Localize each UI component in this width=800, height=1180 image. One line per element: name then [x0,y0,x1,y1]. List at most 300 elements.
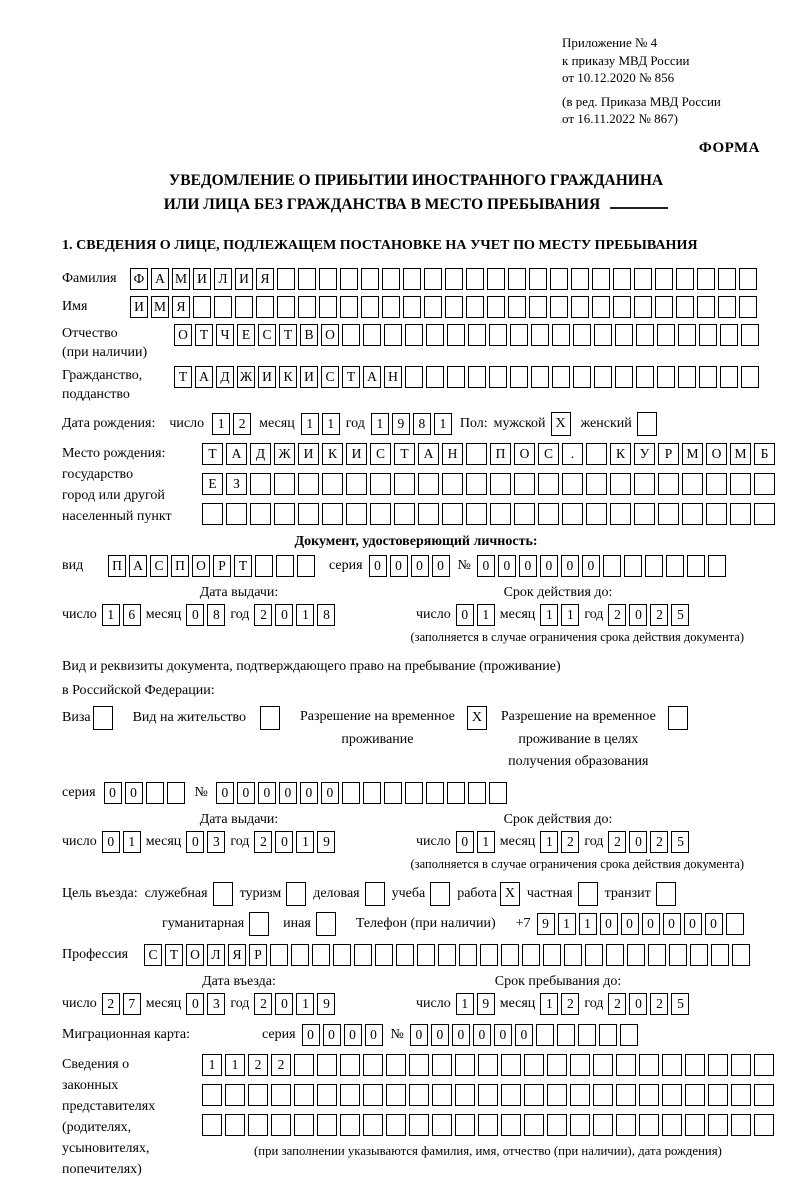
char-cell[interactable]: 1 [477,831,495,853]
char-cell[interactable] [510,366,528,388]
char-cell[interactable]: 0 [275,604,293,626]
char-cell[interactable] [676,296,694,318]
char-cell[interactable]: 8 [317,604,335,626]
char-cell[interactable]: 8 [413,413,431,435]
char-cell[interactable]: С [150,555,168,577]
char-cell[interactable]: Л [207,944,225,966]
char-cell[interactable] [564,944,582,966]
char-cell[interactable]: Л [214,268,232,290]
char-cell[interactable] [466,443,487,465]
char-cell[interactable] [256,296,274,318]
char-cell[interactable]: 0 [186,604,204,626]
char-cell[interactable] [531,324,549,346]
char-cell[interactable]: 9 [537,913,555,935]
char-cell[interactable] [424,268,442,290]
char-cell[interactable]: 0 [540,555,558,577]
char-cell[interactable] [370,473,391,495]
char-cell[interactable]: 0 [684,913,702,935]
char-cell[interactable] [730,503,751,525]
char-cell[interactable] [741,366,759,388]
char-cell[interactable] [627,944,645,966]
char-cell[interactable] [384,324,402,346]
char-cell[interactable]: А [151,268,169,290]
char-cell[interactable]: 1 [540,831,558,853]
char-cell[interactable]: Т [174,366,192,388]
char-cell[interactable]: 0 [410,1024,428,1046]
purpose-transit-checkbox[interactable] [656,882,676,906]
char-cell[interactable] [620,1024,638,1046]
char-cell[interactable] [571,296,589,318]
char-cell[interactable] [655,296,673,318]
char-cell[interactable]: 2 [608,993,626,1015]
char-cell[interactable]: 0 [275,831,293,853]
char-cell[interactable]: Е [202,473,223,495]
char-cell[interactable] [697,268,715,290]
char-cell[interactable] [662,1114,682,1136]
char-cell[interactable] [754,1114,774,1136]
char-cell[interactable]: К [610,443,631,465]
char-cell[interactable] [666,555,684,577]
char-cell[interactable] [615,324,633,346]
char-cell[interactable]: 0 [237,782,255,804]
char-cell[interactable] [466,503,487,525]
char-cell[interactable] [508,296,526,318]
char-cell[interactable] [333,944,351,966]
char-cell[interactable]: 0 [411,555,429,577]
char-cell[interactable] [538,503,559,525]
char-cell[interactable]: 1 [202,1054,222,1076]
char-cell[interactable] [514,473,535,495]
char-cell[interactable]: 2 [650,993,668,1015]
char-cell[interactable] [754,1054,774,1076]
purpose-business-checkbox[interactable] [365,882,385,906]
char-cell[interactable]: 0 [323,1024,341,1046]
char-cell[interactable]: 5 [671,993,689,1015]
char-cell[interactable] [658,473,679,495]
char-cell[interactable] [409,1084,429,1106]
char-cell[interactable]: 0 [431,1024,449,1046]
char-cell[interactable]: Т [342,366,360,388]
char-cell[interactable]: Р [213,555,231,577]
char-cell[interactable]: Я [228,944,246,966]
char-cell[interactable] [276,555,294,577]
char-cell[interactable] [550,296,568,318]
char-cell[interactable] [202,1084,222,1106]
char-cell[interactable] [298,473,319,495]
char-cell[interactable] [524,1084,544,1106]
char-cell[interactable] [193,296,211,318]
char-cell[interactable]: 1 [434,413,452,435]
char-cell[interactable] [426,782,444,804]
char-cell[interactable] [658,503,679,525]
char-cell[interactable] [562,473,583,495]
char-cell[interactable]: И [235,268,253,290]
char-cell[interactable]: 2 [650,604,668,626]
char-cell[interactable]: 1 [456,993,474,1015]
char-cell[interactable] [529,268,547,290]
char-cell[interactable] [442,503,463,525]
char-cell[interactable]: 1 [540,993,558,1015]
char-cell[interactable] [531,366,549,388]
char-cell[interactable]: 0 [452,1024,470,1046]
char-cell[interactable]: 2 [248,1054,268,1076]
char-cell[interactable] [599,1024,617,1046]
char-cell[interactable]: В [300,324,318,346]
char-cell[interactable]: С [538,443,559,465]
char-cell[interactable]: Е [237,324,255,346]
char-cell[interactable] [317,1084,337,1106]
char-cell[interactable] [363,782,381,804]
char-cell[interactable] [606,944,624,966]
char-cell[interactable] [538,473,559,495]
char-cell[interactable] [386,1054,406,1076]
char-cell[interactable]: 2 [254,604,272,626]
char-cell[interactable] [340,296,358,318]
char-cell[interactable]: 0 [629,604,647,626]
char-cell[interactable] [225,1084,245,1106]
temp-residence-edu-checkbox[interactable] [668,706,688,730]
char-cell[interactable] [478,1114,498,1136]
char-cell[interactable] [586,503,607,525]
char-cell[interactable]: И [258,366,276,388]
char-cell[interactable]: 0 [275,993,293,1015]
char-cell[interactable]: 0 [477,555,495,577]
char-cell[interactable] [585,944,603,966]
char-cell[interactable]: С [258,324,276,346]
char-cell[interactable]: Т [202,443,223,465]
char-cell[interactable] [615,366,633,388]
char-cell[interactable] [592,296,610,318]
char-cell[interactable] [455,1084,475,1106]
char-cell[interactable]: 0 [621,913,639,935]
char-cell[interactable] [547,1054,567,1076]
char-cell[interactable] [634,503,655,525]
char-cell[interactable] [361,296,379,318]
char-cell[interactable] [363,1114,383,1136]
char-cell[interactable] [294,1114,314,1136]
char-cell[interactable]: 1 [301,413,319,435]
char-cell[interactable] [557,1024,575,1046]
char-cell[interactable] [409,1054,429,1076]
char-cell[interactable] [478,1054,498,1076]
char-cell[interactable]: М [682,443,703,465]
char-cell[interactable] [552,366,570,388]
char-cell[interactable]: 0 [642,913,660,935]
char-cell[interactable] [706,503,727,525]
char-cell[interactable]: 0 [279,782,297,804]
char-cell[interactable]: 9 [317,993,335,1015]
char-cell[interactable]: 0 [456,604,474,626]
char-cell[interactable] [676,268,694,290]
char-cell[interactable] [586,473,607,495]
char-cell[interactable] [685,1114,705,1136]
char-cell[interactable] [634,473,655,495]
char-cell[interactable]: 0 [365,1024,383,1046]
char-cell[interactable] [297,555,315,577]
char-cell[interactable] [405,366,423,388]
char-cell[interactable]: 0 [186,993,204,1015]
char-cell[interactable]: К [279,366,297,388]
char-cell[interactable] [741,324,759,346]
char-cell[interactable]: 0 [369,555,387,577]
char-cell[interactable] [489,366,507,388]
char-cell[interactable] [657,324,675,346]
char-cell[interactable] [562,503,583,525]
char-cell[interactable]: А [226,443,247,465]
char-cell[interactable] [678,366,696,388]
char-cell[interactable] [708,555,726,577]
char-cell[interactable]: 0 [321,782,339,804]
char-cell[interactable] [648,944,666,966]
char-cell[interactable] [543,944,561,966]
char-cell[interactable] [586,443,607,465]
char-cell[interactable] [291,944,309,966]
char-cell[interactable] [455,1054,475,1076]
char-cell[interactable] [639,1084,659,1106]
char-cell[interactable]: 1 [102,604,120,626]
char-cell[interactable] [754,473,775,495]
char-cell[interactable]: М [730,443,751,465]
purpose-official-checkbox[interactable] [213,882,233,906]
char-cell[interactable] [570,1054,590,1076]
char-cell[interactable]: 2 [561,831,579,853]
char-cell[interactable] [613,268,631,290]
char-cell[interactable] [594,366,612,388]
char-cell[interactable]: 0 [498,555,516,577]
char-cell[interactable] [571,268,589,290]
char-cell[interactable] [730,473,751,495]
char-cell[interactable] [468,324,486,346]
char-cell[interactable] [669,944,687,966]
char-cell[interactable] [501,1084,521,1106]
char-cell[interactable] [739,296,757,318]
char-cell[interactable] [447,366,465,388]
char-cell[interactable]: . [562,443,583,465]
char-cell[interactable] [248,1084,268,1106]
char-cell[interactable] [317,1114,337,1136]
char-cell[interactable] [432,1054,452,1076]
char-cell[interactable] [248,1114,268,1136]
char-cell[interactable] [418,473,439,495]
char-cell[interactable] [386,1114,406,1136]
char-cell[interactable] [708,1084,728,1106]
char-cell[interactable] [685,1084,705,1106]
char-cell[interactable]: Я [172,296,190,318]
char-cell[interactable] [501,944,519,966]
char-cell[interactable] [731,1054,751,1076]
char-cell[interactable]: А [129,555,147,577]
char-cell[interactable] [570,1114,590,1136]
char-cell[interactable]: 2 [608,831,626,853]
char-cell[interactable] [524,1054,544,1076]
char-cell[interactable]: Ж [274,443,295,465]
char-cell[interactable] [657,366,675,388]
char-cell[interactable] [409,1114,429,1136]
char-cell[interactable]: 2 [254,831,272,853]
char-cell[interactable] [718,268,736,290]
char-cell[interactable] [298,503,319,525]
char-cell[interactable]: 1 [296,831,314,853]
char-cell[interactable] [312,944,330,966]
char-cell[interactable] [490,503,511,525]
char-cell[interactable] [214,296,232,318]
char-cell[interactable] [697,296,715,318]
char-cell[interactable]: 1 [561,604,579,626]
char-cell[interactable] [754,1084,774,1106]
char-cell[interactable]: 0 [125,782,143,804]
char-cell[interactable] [613,296,631,318]
char-cell[interactable] [720,324,738,346]
char-cell[interactable] [271,1114,291,1136]
char-cell[interactable]: Ф [130,268,148,290]
char-cell[interactable]: Т [195,324,213,346]
char-cell[interactable] [354,944,372,966]
char-cell[interactable] [342,782,360,804]
char-cell[interactable] [489,324,507,346]
char-cell[interactable] [501,1114,521,1136]
char-cell[interactable]: 2 [650,831,668,853]
char-cell[interactable]: П [108,555,126,577]
char-cell[interactable] [550,268,568,290]
char-cell[interactable] [405,782,423,804]
purpose-study-checkbox[interactable] [430,882,450,906]
char-cell[interactable]: Н [442,443,463,465]
char-cell[interactable] [255,555,273,577]
char-cell[interactable] [639,1054,659,1076]
char-cell[interactable] [424,296,442,318]
sex-male-checkbox[interactable]: X [551,412,571,436]
char-cell[interactable] [322,473,343,495]
char-cell[interactable] [459,944,477,966]
char-cell[interactable] [636,366,654,388]
char-cell[interactable] [274,473,295,495]
purpose-tourism-checkbox[interactable] [286,882,306,906]
char-cell[interactable] [294,1084,314,1106]
char-cell[interactable] [616,1054,636,1076]
char-cell[interactable] [522,944,540,966]
char-cell[interactable]: К [322,443,343,465]
char-cell[interactable]: Ч [216,324,234,346]
char-cell[interactable]: 2 [102,993,120,1015]
char-cell[interactable] [510,324,528,346]
char-cell[interactable]: 1 [296,604,314,626]
char-cell[interactable]: 7 [123,993,141,1015]
char-cell[interactable]: 0 [561,555,579,577]
char-cell[interactable] [346,503,367,525]
char-cell[interactable] [699,324,717,346]
char-cell[interactable] [711,944,729,966]
purpose-other-checkbox[interactable] [316,912,336,936]
char-cell[interactable]: 5 [671,831,689,853]
char-cell[interactable]: Т [279,324,297,346]
char-cell[interactable]: 0 [629,831,647,853]
sex-female-checkbox[interactable] [637,412,657,436]
char-cell[interactable]: 0 [494,1024,512,1046]
char-cell[interactable] [394,473,415,495]
char-cell[interactable]: А [195,366,213,388]
char-cell[interactable]: 0 [456,831,474,853]
char-cell[interactable]: 0 [515,1024,533,1046]
char-cell[interactable]: 1 [371,413,389,435]
char-cell[interactable]: 0 [216,782,234,804]
char-cell[interactable] [731,1084,751,1106]
char-cell[interactable] [514,503,535,525]
char-cell[interactable] [610,473,631,495]
char-cell[interactable]: 0 [104,782,122,804]
char-cell[interactable]: О [192,555,210,577]
char-cell[interactable] [662,1054,682,1076]
char-cell[interactable] [298,296,316,318]
char-cell[interactable]: 1 [558,913,576,935]
char-cell[interactable] [340,268,358,290]
char-cell[interactable] [438,944,456,966]
char-cell[interactable]: 1 [322,413,340,435]
char-cell[interactable]: Я [256,268,274,290]
char-cell[interactable] [447,782,465,804]
char-cell[interactable]: 9 [477,993,495,1015]
char-cell[interactable] [363,1054,383,1076]
char-cell[interactable] [405,324,423,346]
char-cell[interactable]: 0 [629,993,647,1015]
char-cell[interactable]: 0 [186,831,204,853]
char-cell[interactable]: 6 [123,604,141,626]
char-cell[interactable] [636,324,654,346]
char-cell[interactable] [718,296,736,318]
char-cell[interactable] [445,296,463,318]
char-cell[interactable]: Б [754,443,775,465]
char-cell[interactable] [547,1114,567,1136]
char-cell[interactable]: О [706,443,727,465]
char-cell[interactable] [370,503,391,525]
char-cell[interactable]: Д [250,443,271,465]
char-cell[interactable] [592,268,610,290]
purpose-humanitarian-checkbox[interactable] [249,912,269,936]
char-cell[interactable] [720,366,738,388]
char-cell[interactable] [508,268,526,290]
char-cell[interactable] [726,913,744,935]
char-cell[interactable]: 5 [671,604,689,626]
char-cell[interactable]: 0 [300,782,318,804]
char-cell[interactable]: И [300,366,318,388]
char-cell[interactable] [394,503,415,525]
char-cell[interactable] [685,1054,705,1076]
char-cell[interactable] [426,324,444,346]
char-cell[interactable]: О [186,944,204,966]
char-cell[interactable] [682,473,703,495]
char-cell[interactable] [480,944,498,966]
char-cell[interactable]: Р [249,944,267,966]
char-cell[interactable] [570,1084,590,1106]
char-cell[interactable] [552,324,570,346]
char-cell[interactable]: С [321,366,339,388]
char-cell[interactable] [270,944,288,966]
char-cell[interactable] [432,1114,452,1136]
char-cell[interactable] [298,268,316,290]
char-cell[interactable]: Т [165,944,183,966]
char-cell[interactable]: И [346,443,367,465]
char-cell[interactable] [678,324,696,346]
char-cell[interactable] [346,473,367,495]
char-cell[interactable]: О [514,443,535,465]
char-cell[interactable] [386,1084,406,1106]
char-cell[interactable] [340,1054,360,1076]
char-cell[interactable] [478,1084,498,1106]
char-cell[interactable] [384,782,402,804]
char-cell[interactable]: 3 [207,993,225,1015]
char-cell[interactable] [645,555,663,577]
char-cell[interactable] [250,473,271,495]
char-cell[interactable] [573,324,591,346]
